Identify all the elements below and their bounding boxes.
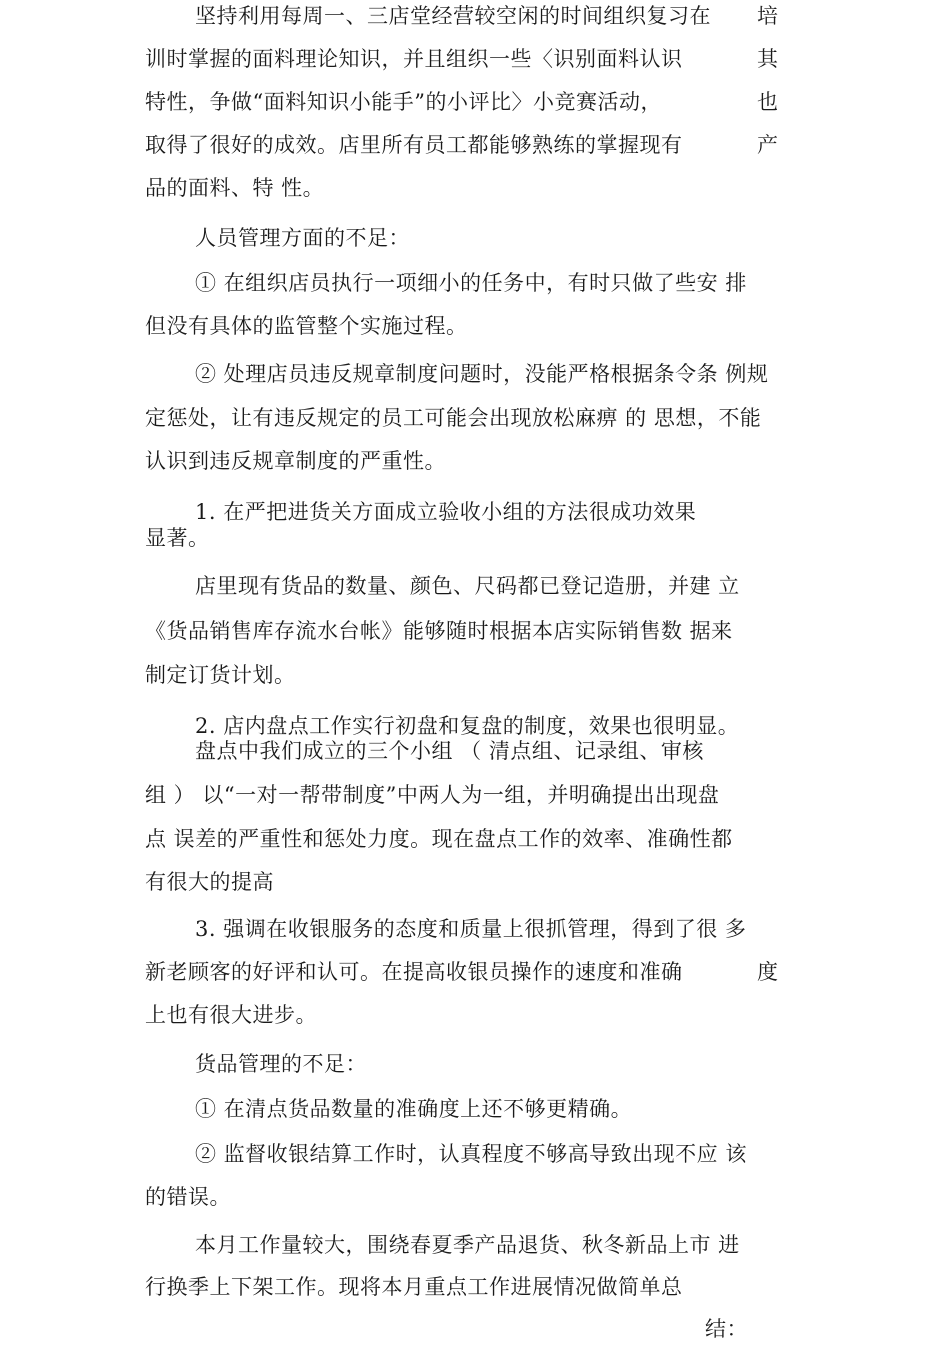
text-line: 点 误差的严重性和惩处力度。现在盘点工作的效率、准确性都 (145, 827, 733, 851)
text-line: 组 ） 以“一对一帮带制度”中两人为一组，并明确提出出现盘 (145, 783, 720, 807)
text-line: 也 (757, 90, 779, 114)
text-line: 但没有具体的监管整个实施过程。 (145, 314, 468, 338)
text-line: 本月工作量较大，围绕春夏季产品退货、秋冬新品上市 进 (195, 1233, 740, 1257)
text-line: 培 (757, 4, 779, 28)
text-line: 度 (757, 960, 779, 984)
text-line: 定惩处，让有违反规定的员工可能会出现放松麻痹 的 思想，不能 (145, 406, 762, 430)
section-heading: 人员管理方面的不足： (195, 226, 410, 250)
text-line: ② 处理店员违反规章制度问题时，没能严格根据条令条 例规 (195, 362, 769, 386)
text-line: 行换季上下架工作。现将本月重点工作进展情况做简单总 (145, 1275, 683, 1299)
text-line: 认识到违反规章制度的严重性。 (145, 449, 446, 473)
text-line: 新老顾客的好评和认可。在提高收银员操作的速度和准确 (145, 960, 683, 984)
text-line: 1. 在严把进货关方面成立验收小组的方法很成功效果 (195, 500, 697, 524)
text-line: ① 在清点货品数量的准确度上还不够更精确。 (195, 1097, 633, 1121)
section-heading: 货品管理的不足： (195, 1052, 367, 1076)
text-line: 结： (705, 1317, 748, 1341)
text-line: 有很大的提高 (145, 870, 274, 894)
text-line: ② 监督收银结算工作时，认真程度不够高导致出现不应 该 (195, 1142, 747, 1166)
text-line: 其 (757, 47, 779, 71)
text-line: 取得了很好的成效。店里所有员工都能够熟练的掌握现有 (145, 133, 683, 157)
text-line: 店里现有货品的数量、颜色、尺码都已登记造册，并建 立 (195, 574, 740, 598)
text-line: 特性，争做“面料知识小能手”的小评比〉小竞赛活动， (145, 90, 662, 114)
text-line: 的错误。 (145, 1185, 231, 1209)
text-line: 训时掌握的面料理论知识，并且组织一些〈识别面料认识 (145, 47, 683, 71)
text-line: 3. 强调在收银服务的态度和质量上很抓管理，得到了很 多 (195, 917, 747, 941)
text-line: 坚持利用每周一、三店堂经营较空闲的时间组织复习在 (195, 4, 711, 28)
text-line: 上也有很大进步。 (145, 1003, 317, 1027)
text-line: 2. 店内盘点工作实行初盘和复盘的制度，效果也很明显。 (195, 714, 740, 738)
text-line: 制定订货计划。 (145, 663, 296, 687)
text-line: 品的面料、特 性。 (145, 176, 325, 200)
text-line: 《货品销售库存流水台帐》能够随时根据本店实际销售数 据来 (145, 619, 733, 643)
text-line: 产 (757, 133, 779, 157)
text-line: 盘点中我们成立的三个小组 （ 清点组、记录组、审核 (195, 739, 704, 763)
text-line: ① 在组织店员执行一项细小的任务中，有时只做了些安 排 (195, 271, 747, 295)
text-line: 显著。 (145, 526, 210, 550)
